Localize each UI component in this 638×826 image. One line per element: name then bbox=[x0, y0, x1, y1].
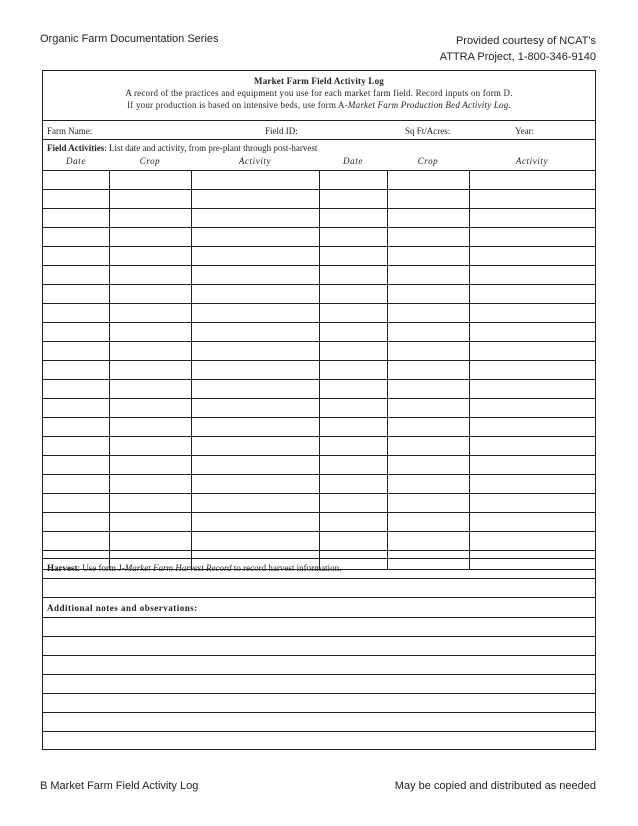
activity-cell[interactable] bbox=[469, 380, 595, 399]
field-activities-row bbox=[43, 139, 595, 156]
activity-cell[interactable] bbox=[191, 209, 319, 228]
activity-cell[interactable] bbox=[319, 361, 387, 380]
activity-cell[interactable] bbox=[469, 494, 595, 513]
activity-log-form bbox=[42, 70, 596, 750]
activity-row bbox=[43, 437, 595, 456]
activity-cell[interactable] bbox=[387, 209, 469, 228]
activity-row bbox=[43, 380, 595, 399]
activity-cell[interactable] bbox=[387, 380, 469, 399]
activity-cell[interactable] bbox=[191, 475, 319, 494]
activity-cell[interactable] bbox=[469, 342, 595, 361]
activity-cell[interactable] bbox=[319, 190, 387, 209]
year-label[interactable]: Year: bbox=[515, 126, 535, 136]
column-header-activity-1: Activity bbox=[238, 156, 272, 166]
activity-row bbox=[43, 456, 595, 475]
activity-cell[interactable] bbox=[387, 323, 469, 342]
form-description-2-link: Market Farm Production Bed Activity Log. bbox=[347, 100, 511, 110]
harvest-text-prefix: : Use form J- bbox=[77, 563, 125, 573]
activity-cell[interactable] bbox=[319, 513, 387, 532]
activity-cell[interactable] bbox=[319, 228, 387, 247]
activity-cell[interactable] bbox=[191, 456, 319, 475]
activity-cell[interactable] bbox=[469, 456, 595, 475]
activity-cell[interactable] bbox=[469, 247, 595, 266]
notes-line[interactable] bbox=[43, 731, 595, 750]
activity-cell[interactable] bbox=[109, 456, 191, 475]
activity-cell[interactable] bbox=[387, 532, 469, 551]
activity-row bbox=[43, 323, 595, 342]
activity-cell[interactable] bbox=[109, 532, 191, 551]
farm-name-label[interactable]: Farm Name: bbox=[47, 126, 93, 136]
activity-cell[interactable] bbox=[43, 342, 109, 361]
activity-cell[interactable] bbox=[43, 532, 109, 551]
activity-cell[interactable] bbox=[387, 190, 469, 209]
activity-cell[interactable] bbox=[387, 361, 469, 380]
harvest-row bbox=[43, 558, 595, 578]
activity-cell[interactable] bbox=[469, 190, 595, 209]
column-header-activity-2: Activity bbox=[515, 156, 549, 166]
activity-cell[interactable] bbox=[109, 399, 191, 418]
activity-cell[interactable] bbox=[109, 171, 191, 190]
activity-cell[interactable] bbox=[319, 247, 387, 266]
activity-cell[interactable] bbox=[43, 228, 109, 247]
activity-row bbox=[43, 285, 595, 304]
harvest-blank-line[interactable] bbox=[43, 578, 595, 597]
notes-label: Additional notes and observations: bbox=[47, 603, 198, 613]
notes-line[interactable] bbox=[43, 617, 595, 636]
activity-cell[interactable] bbox=[191, 399, 319, 418]
activity-cell[interactable] bbox=[469, 228, 595, 247]
activity-cell[interactable] bbox=[469, 304, 595, 323]
activity-cell[interactable] bbox=[109, 494, 191, 513]
activity-cell[interactable] bbox=[43, 380, 109, 399]
field-activities-text: : List date and activity, from pre-plant through post-harvest bbox=[104, 143, 318, 153]
harvest-form-name: Market Farm Harvest Record bbox=[124, 563, 232, 573]
farm-info-row bbox=[43, 120, 595, 139]
activity-cell[interactable] bbox=[387, 494, 469, 513]
activity-cell[interactable] bbox=[191, 171, 319, 190]
activity-cell[interactable] bbox=[319, 323, 387, 342]
column-headers bbox=[43, 155, 595, 170]
activity-row bbox=[43, 513, 595, 532]
activity-cell[interactable] bbox=[191, 266, 319, 285]
activity-row bbox=[43, 418, 595, 437]
activity-cell[interactable] bbox=[319, 532, 387, 551]
activity-cell[interactable] bbox=[319, 304, 387, 323]
activity-cell[interactable] bbox=[109, 418, 191, 437]
activity-row bbox=[43, 266, 595, 285]
activity-cell[interactable] bbox=[387, 513, 469, 532]
activity-cell[interactable] bbox=[109, 266, 191, 285]
activity-cell[interactable] bbox=[109, 380, 191, 399]
activity-cell[interactable] bbox=[43, 361, 109, 380]
courtesy-note bbox=[440, 33, 596, 65]
field-activities-instruction bbox=[47, 143, 317, 153]
column-header-crop-1: Crop bbox=[139, 156, 161, 166]
activity-cell[interactable] bbox=[191, 285, 319, 304]
activity-cell[interactable] bbox=[387, 437, 469, 456]
activity-cell[interactable] bbox=[191, 342, 319, 361]
activity-cell[interactable] bbox=[191, 513, 319, 532]
sqft-acres-label[interactable]: Sq Ft/Acres: bbox=[405, 126, 451, 136]
activity-cell[interactable] bbox=[387, 266, 469, 285]
column-header-date-1: Date bbox=[66, 156, 86, 166]
activity-cell[interactable] bbox=[469, 171, 595, 190]
activity-cell[interactable] bbox=[469, 285, 595, 304]
column-header-crop-2: Crop bbox=[417, 156, 439, 166]
activity-cell[interactable] bbox=[469, 532, 595, 551]
activity-row bbox=[43, 475, 595, 494]
activity-cell[interactable] bbox=[43, 304, 109, 323]
series-title: Organic Farm Documentation Series bbox=[40, 33, 219, 45]
activity-cell[interactable] bbox=[319, 285, 387, 304]
activity-cell[interactable] bbox=[387, 285, 469, 304]
field-id-label[interactable]: Field ID: bbox=[265, 126, 298, 136]
activity-row bbox=[43, 228, 595, 247]
activity-cell[interactable] bbox=[109, 437, 191, 456]
activity-cell[interactable] bbox=[319, 456, 387, 475]
activity-cell[interactable] bbox=[43, 171, 109, 190]
activity-cell[interactable] bbox=[43, 190, 109, 209]
harvest-text-suffix: to record harvest information. bbox=[231, 563, 342, 573]
activity-cell[interactable] bbox=[43, 266, 109, 285]
activity-cell[interactable] bbox=[191, 190, 319, 209]
activity-row bbox=[43, 399, 595, 418]
activity-row bbox=[43, 304, 595, 323]
activity-cell[interactable] bbox=[191, 380, 319, 399]
activity-cell[interactable] bbox=[319, 380, 387, 399]
activity-cell[interactable] bbox=[319, 418, 387, 437]
activity-row bbox=[43, 247, 595, 266]
form-title-block bbox=[43, 71, 595, 120]
activity-cell[interactable] bbox=[191, 323, 319, 342]
activity-grid bbox=[43, 170, 595, 570]
activity-cell[interactable] bbox=[191, 494, 319, 513]
notes-line[interactable] bbox=[43, 655, 595, 674]
notes-line[interactable] bbox=[43, 712, 595, 731]
activity-cell[interactable] bbox=[191, 228, 319, 247]
activity-cell[interactable] bbox=[109, 285, 191, 304]
activity-cell[interactable] bbox=[109, 475, 191, 494]
activity-row bbox=[43, 361, 595, 380]
activity-cell[interactable] bbox=[109, 228, 191, 247]
activity-cell[interactable] bbox=[469, 323, 595, 342]
courtesy-line-2: ATTRA Project, 1-800-346-9140 bbox=[439, 51, 596, 63]
activity-row bbox=[43, 532, 595, 551]
activity-row bbox=[43, 342, 595, 361]
notes-line[interactable] bbox=[43, 693, 595, 712]
activity-cell[interactable] bbox=[43, 494, 109, 513]
activity-cell[interactable] bbox=[43, 285, 109, 304]
activity-cell[interactable] bbox=[387, 342, 469, 361]
activity-cell[interactable] bbox=[387, 171, 469, 190]
activity-row bbox=[43, 209, 595, 228]
activity-cell[interactable] bbox=[191, 304, 319, 323]
activity-row bbox=[43, 171, 595, 190]
activity-cell[interactable] bbox=[109, 513, 191, 532]
activity-cell[interactable] bbox=[319, 399, 387, 418]
column-header-date-2: Date bbox=[343, 156, 363, 166]
activity-cell[interactable] bbox=[319, 209, 387, 228]
notes-header-row bbox=[43, 597, 595, 617]
activity-cell[interactable] bbox=[109, 209, 191, 228]
activity-cell[interactable] bbox=[109, 304, 191, 323]
harvest-label: Harvest bbox=[47, 563, 78, 573]
activity-row bbox=[43, 494, 595, 513]
form-description-2 bbox=[43, 99, 595, 111]
activity-cell[interactable] bbox=[109, 190, 191, 209]
notes-line[interactable] bbox=[43, 636, 595, 655]
activity-cell[interactable] bbox=[43, 323, 109, 342]
activity-cell[interactable] bbox=[387, 304, 469, 323]
activity-cell[interactable] bbox=[387, 456, 469, 475]
activity-cell[interactable] bbox=[469, 361, 595, 380]
activity-cell[interactable] bbox=[191, 437, 319, 456]
activity-cell[interactable] bbox=[43, 475, 109, 494]
form-description-1: A record of the practices and equipment you use for each market farm field. Record inputs on form D. bbox=[125, 88, 513, 98]
activity-cell[interactable] bbox=[109, 342, 191, 361]
activity-cell[interactable] bbox=[469, 418, 595, 437]
activity-cell[interactable] bbox=[191, 532, 319, 551]
activity-cell[interactable] bbox=[387, 247, 469, 266]
activity-cell[interactable] bbox=[469, 475, 595, 494]
form-title: Market Farm Field Activity Log bbox=[254, 76, 384, 86]
activity-cell[interactable] bbox=[319, 437, 387, 456]
activity-cell[interactable] bbox=[469, 266, 595, 285]
activity-cell[interactable] bbox=[319, 475, 387, 494]
form-description-2-prefix: If your production is based on intensive beds, use form A- bbox=[127, 100, 348, 110]
activity-cell[interactable] bbox=[43, 209, 109, 228]
activity-cell[interactable] bbox=[469, 437, 595, 456]
activity-cell[interactable] bbox=[387, 228, 469, 247]
activity-cell[interactable] bbox=[43, 513, 109, 532]
activity-cell[interactable] bbox=[319, 266, 387, 285]
activity-cell[interactable] bbox=[191, 247, 319, 266]
activity-cell[interactable] bbox=[319, 494, 387, 513]
activity-cell[interactable] bbox=[387, 399, 469, 418]
activity-cell[interactable] bbox=[319, 171, 387, 190]
activity-cell[interactable] bbox=[43, 399, 109, 418]
activity-cell[interactable] bbox=[109, 361, 191, 380]
activity-cell[interactable] bbox=[387, 418, 469, 437]
activity-cell[interactable] bbox=[469, 399, 595, 418]
activity-cell[interactable] bbox=[109, 247, 191, 266]
activity-row bbox=[43, 190, 595, 209]
activity-cell[interactable] bbox=[469, 513, 595, 532]
activity-cell[interactable] bbox=[191, 361, 319, 380]
footer-form-name: B Market Farm Field Activity Log bbox=[40, 780, 199, 792]
activity-cell[interactable] bbox=[387, 475, 469, 494]
activity-cell[interactable] bbox=[43, 456, 109, 475]
activity-cell[interactable] bbox=[43, 247, 109, 266]
activity-cell[interactable] bbox=[191, 418, 319, 437]
notes-line[interactable] bbox=[43, 674, 595, 693]
courtesy-line-1: Provided courtesy of NCAT's bbox=[455, 35, 596, 47]
activity-cell[interactable] bbox=[43, 418, 109, 437]
field-activities-label: Field Activities bbox=[47, 143, 105, 153]
harvest-instruction bbox=[47, 563, 341, 573]
activity-cell[interactable] bbox=[109, 323, 191, 342]
footer-copy-note: May be copied and distributed as needed bbox=[394, 780, 596, 792]
activity-cell[interactable] bbox=[469, 209, 595, 228]
activity-cell[interactable] bbox=[319, 342, 387, 361]
activity-cell[interactable] bbox=[43, 437, 109, 456]
